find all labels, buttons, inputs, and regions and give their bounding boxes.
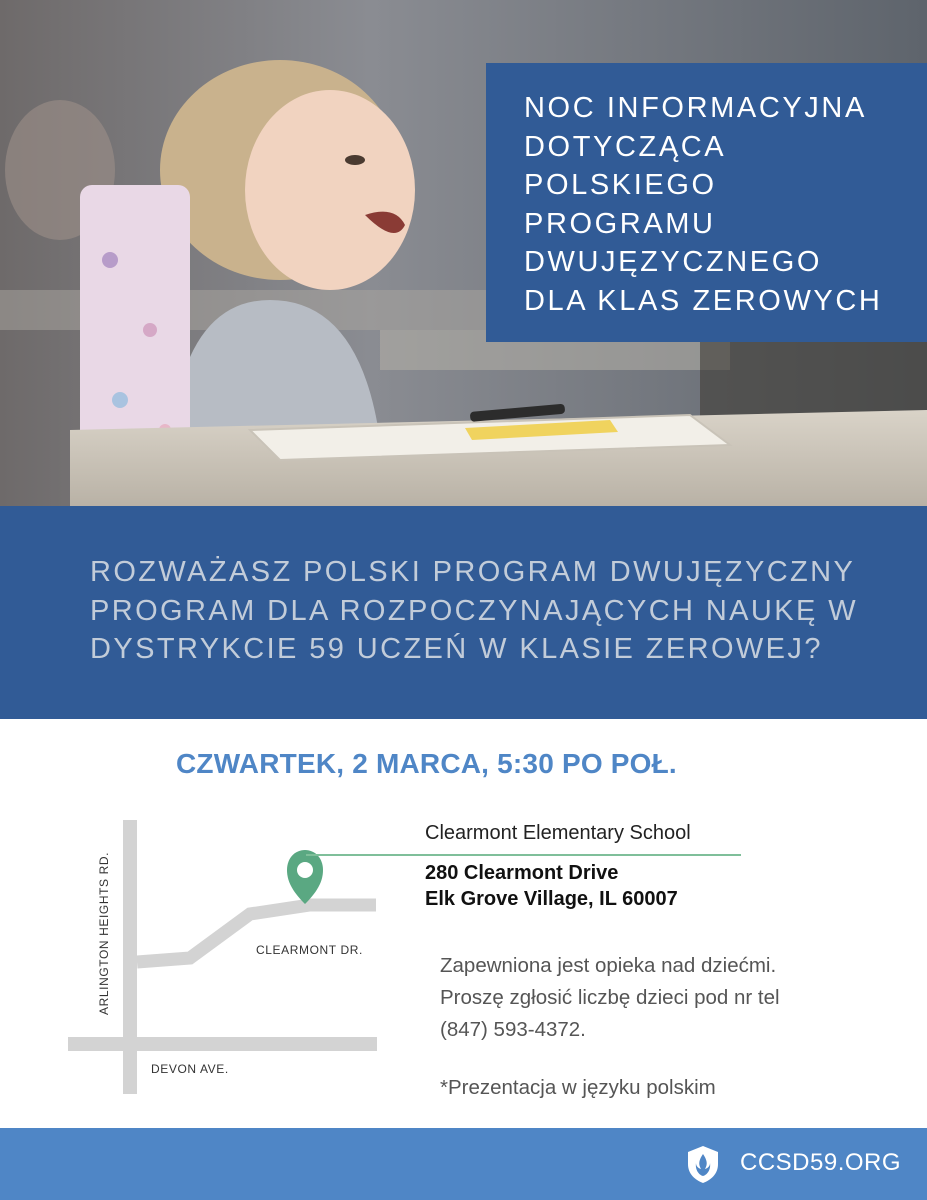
question-line: ROZWAŻASZ POLSKI PROGRAM DWUJĘZYCZNY: [90, 556, 856, 588]
address-line-1: 280 Clearmont Drive: [425, 862, 619, 884]
question-band: [0, 506, 927, 719]
question-line: PROGRAM DLA ROZPOCZYNAJĄCYCH NAUKĘ W: [90, 594, 858, 627]
childcare-phone: (847) 593-4372.: [440, 1018, 586, 1041]
event-date: CZWARTEK, 2 MARCA, 5:30 PO POŁ.: [176, 748, 677, 779]
title-line: DLA KLAS ZEROWYCH: [524, 284, 883, 317]
school-name: Clearmont Elementary School: [425, 822, 691, 844]
map-label-clearmont: CLEARMONT DR.: [256, 943, 363, 957]
childcare-note: Proszę zgłosić liczbę dzieci pod nr tel: [440, 986, 780, 1009]
title-line: NOC INFORMACYJNA: [524, 92, 867, 124]
map-pin-icon: [287, 850, 323, 904]
title-line: DOTYCZĄCA: [524, 130, 727, 163]
title-line: POLSKIEGO: [524, 169, 717, 201]
district-crest-icon: [685, 1144, 721, 1184]
title-box: [486, 63, 927, 342]
childcare-note: Zapewniona jest opieka nad dziećmi.: [440, 954, 777, 977]
title-line: PROGRAMU: [524, 207, 716, 240]
language-note: *Prezentacja w języku polskim: [440, 1076, 716, 1099]
address-line-2: Elk Grove Village, IL 60007: [425, 888, 678, 910]
question-line: DYSTRYKCIE 59 UCZEŃ W KLASIE ZEROWEJ?: [90, 633, 823, 665]
title-line: DWUJĘZYCZNEGO: [524, 246, 823, 278]
road-arlington-heights: [123, 820, 137, 1094]
pin-connector-line: [306, 854, 741, 856]
footer-url[interactable]: CCSD59.ORG: [740, 1149, 902, 1176]
map-label-arlington: ARLINGTON HEIGHTS RD.: [97, 851, 111, 1015]
road-devon: [68, 1037, 377, 1051]
map-label-devon: DEVON AVE.: [151, 1062, 229, 1076]
